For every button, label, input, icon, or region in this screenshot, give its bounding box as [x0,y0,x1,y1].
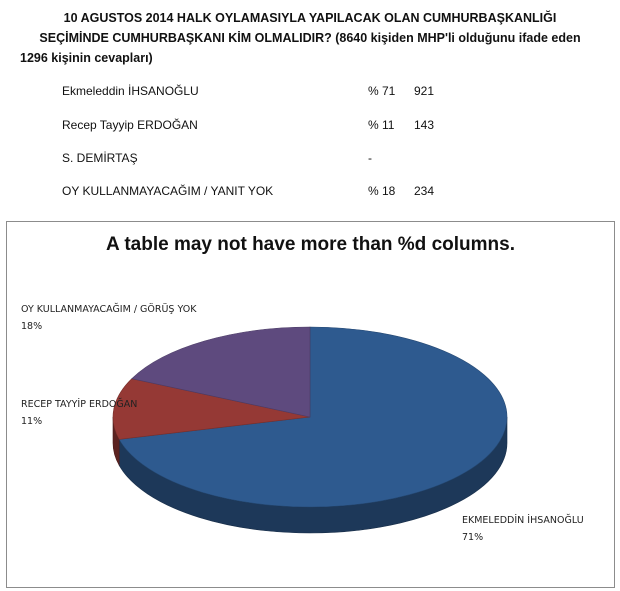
slice-label: RECEP TAYYİP ERDOĞAN [21,399,138,410]
result-row [62,84,522,102]
question-line-2: SEÇİMİNDE CUMHURBAŞKANI KİM OLMALIDIR? (8640 kişiden MHP'li olduğunu ifade eden [39,31,581,45]
slice-percent-label: 11% [21,416,43,427]
slice-percent-label: 18% [21,321,43,332]
slice-label: OY KULLANMAYACAĞIM / GÖRÜŞ YOK [21,304,197,315]
result-row [62,184,522,202]
candidate-percent: % 18 [368,184,396,198]
survey-question [20,8,600,68]
candidate-percent: % 11 [368,118,395,132]
candidate-count: 921 [414,84,435,98]
slice-label: EKMELEDDİN İHSANOĞLU [462,515,584,526]
candidate-count: 143 [414,118,435,132]
candidate-count: 234 [414,184,435,198]
chart-title: A table may not have more than %d columns. [106,234,515,255]
pie-chart [7,222,614,587]
candidate-name: OY KULLANMAYACAĞIM / YANIT YOK [62,184,274,198]
result-row [62,118,522,136]
candidate-name: S. DEMİRTAŞ [62,151,138,165]
candidate-name: Ekmeleddin İHSANOĞLU [62,84,199,98]
question-line-3: 1296 kişinin cevapları) [20,51,153,65]
slice-percent-label: 71% [462,532,484,543]
candidate-percent: % 71 [368,84,396,98]
pie-chart-frame [6,221,615,588]
candidate-name: Recep Tayyip ERDOĞAN [62,118,198,132]
candidate-percent: - [368,151,372,165]
question-line-1: 10 AGUSTOS 2014 HALK OYLAMASIYLA YAPILACAK OLAN CUMHURBAŞKANLIĞI [63,11,557,25]
result-row [62,151,522,169]
